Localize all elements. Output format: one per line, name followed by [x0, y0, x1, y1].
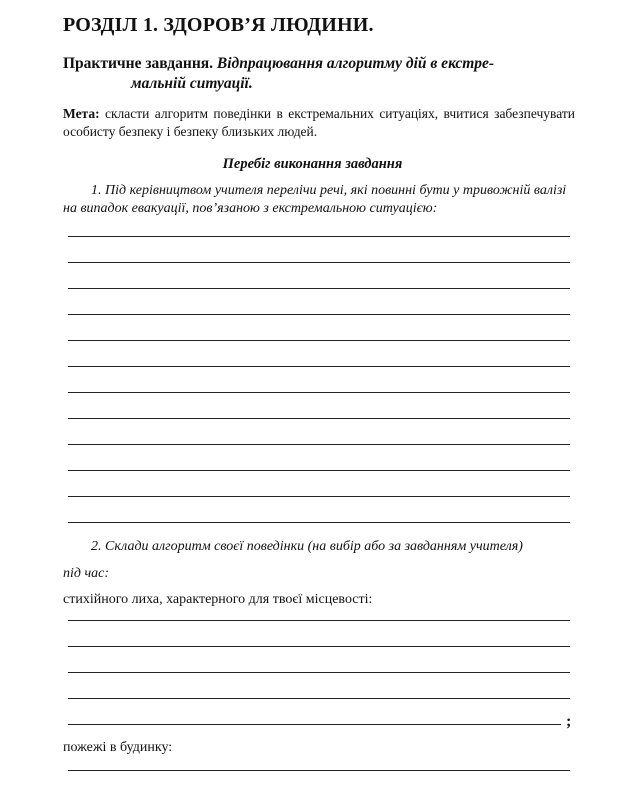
answer-line[interactable] — [68, 698, 570, 699]
practical-task-title-part2: мальній ситуації. — [131, 75, 253, 92]
answer-line[interactable] — [68, 262, 570, 263]
progress-heading: Перебіг виконання завдання — [222, 156, 403, 172]
practical-task-lead: Практичне завдання. — [63, 55, 214, 72]
goal-label: Мета: — [63, 106, 100, 121]
fire-label: пожежі в будинку: — [63, 740, 173, 755]
answer-line[interactable] — [68, 314, 570, 315]
line-end-semicolon: ; — [566, 713, 572, 730]
natural-disaster-label: стихійного лиха, характерного для твоєї місцевості: — [63, 592, 373, 607]
answer-line[interactable] — [68, 646, 570, 647]
answer-line[interactable] — [68, 620, 570, 621]
answer-line[interactable] — [68, 392, 570, 393]
answer-line[interactable] — [68, 770, 570, 771]
goal-text: скласти алгоритм поведінки в екстремальних ситуаціях, вчитися забезпечувати особисту безпеку і безпеку близьких людей. — [63, 106, 575, 139]
task-2-subtext: під час: — [63, 566, 110, 581]
answer-line[interactable] — [68, 470, 570, 471]
section-title: РОЗДІЛ 1. ЗДОРОВ’Я ЛЮДИНИ. — [63, 14, 374, 36]
practical-task-title-part1: Відпрацювання алгоритму дій в екстре- — [216, 55, 495, 72]
answer-line[interactable] — [68, 236, 570, 237]
answer-line[interactable] — [68, 366, 570, 367]
task-2-instruction — [63, 538, 575, 556]
task-1-text: 1. Під керівництвом учителя перелічи речі, які повинні бути у тривожній валізі на випадок евакуації, пов’язаною з екстремальною ситуацією: — [63, 183, 567, 216]
task-1-instruction — [63, 182, 575, 218]
task-2-text: 2. Склади алгоритм своєї поведінки (на вибір або за завданням учителя) — [91, 539, 523, 554]
practical-task-heading — [63, 54, 575, 94]
answer-line[interactable] — [68, 288, 570, 289]
answer-line[interactable] — [68, 340, 570, 341]
answer-line[interactable] — [68, 418, 570, 419]
answer-line[interactable] — [68, 672, 570, 673]
answer-line[interactable] — [68, 522, 570, 523]
answer-line[interactable] — [68, 724, 561, 725]
answer-line[interactable] — [68, 496, 570, 497]
answer-line[interactable] — [68, 444, 570, 445]
goal-paragraph — [63, 105, 575, 141]
